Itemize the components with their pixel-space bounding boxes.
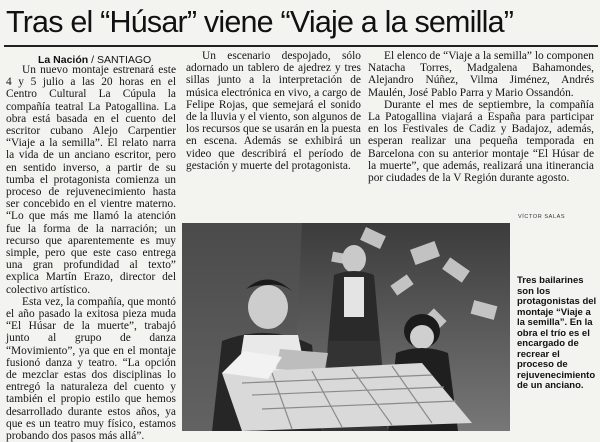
paragraph-3: Un escenario despojado, sólo adornado un tablero de ajedrez y tres sillas junto a la interpretación de música electrónica en vivo, a cargo de Felipe Rojas, que semejará el sonido de la lluvia y el viento, son algunos de los recursos que se usarán en la puesta en escena. Además se exhibirá un video que describirá el período de gestación y muerte del protagonista. <box>186 50 361 172</box>
column-3 <box>368 50 594 184</box>
dancers-photo-illustration <box>182 223 510 431</box>
column-1 <box>6 64 176 442</box>
headline: Tras el “Húsar” viene “Viaje a la semilla” <box>6 5 514 39</box>
paragraph-2: Esta vez, la compañía, que montó el año pasado la exitosa pieza muda “El Húsar de la muerte”, trabajó junto al grupo de danza “Movimiento”, ya que en el montaje fusionó danza y teatro. “La opción de mezclar estas dos disciplinas lo entregó la naturaleza del cuento y también el propio estilo que hemos desarrollado durante estos años, ya que es un teatro muy físico, estamos probando dos pasos más allá”. <box>6 295 176 442</box>
column-2 <box>186 50 361 172</box>
byline-separator: / <box>88 54 97 66</box>
paragraph-1: Un nuevo montaje estrenará este 4 y 5 julio a las 20 horas en el Centro Cultural La Cúpula la compañía teatral La Patogallina. La obra está basada en el cuento del escritor cubano Alejo Carpentier “Viaje a la semilla”. El relato narra la vida de un anciano escritor, pero en sentido inverso, a partir de su tumba el protagonista comienza un proceso de rejuvenecimiento hasta ser concebido en el vientre materno. “Lo que más me llamó la atención fue la forma de la narración; un recurso que aparentemente es muy simple, pero que este caso entrega una gran profundidad al texto” explica Martín Erazo, director del colectivo artístico. <box>6 64 176 296</box>
article-photo <box>182 223 510 431</box>
paragraph-5: Durante el mes de septiembre, la compañía La Patogallina viajará a España para participar en los Festivales de Cadiz y Badajoz, además, esperan realizar una pequeña temporada en Barcelona con su anterior montaje “El Húsar de la muerte”, que además, realizará una itinerancia por ciudades de la V Región durante agosto. <box>368 98 594 185</box>
photo-caption: Tres bailarines son los protagonistas del montaje “Viaje a la semilla”. En la obra el trío es el encargado de recrear el proceso de rejuvenecimiento de un anciano. <box>517 275 597 391</box>
paragraph-4: El elenco de “Viaje a la semilla” lo componen Natacha Torres, Madgalena Bahamondes, Alejandro Núñez, Vilma Jiménez, Andrés Maulén, José Pablo Parra y Mario Ossandón. <box>368 50 594 99</box>
headline-rule <box>4 45 598 47</box>
byline-source: La Nación <box>38 54 89 66</box>
byline-place: SANTIAGO <box>96 54 152 66</box>
photo-credit: VÍCTOR SALAS <box>518 214 566 220</box>
